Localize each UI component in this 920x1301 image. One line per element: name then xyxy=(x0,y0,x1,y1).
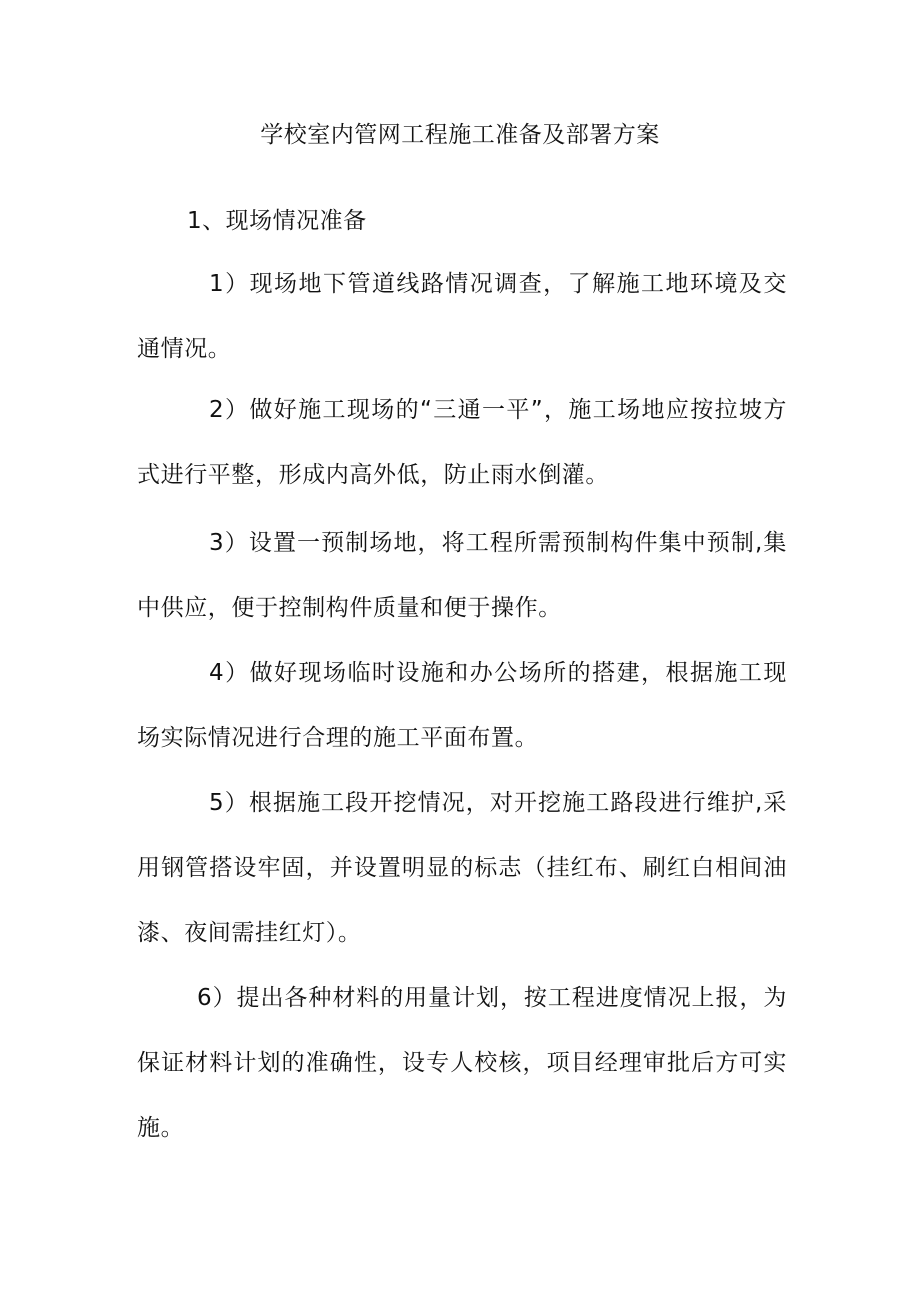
paragraph-item-2: 2）做好施工现场的“三通一平”，施工场地应按拉坡方式进行平整，形成内高外低，防止雨水倒灌。 xyxy=(137,397,787,488)
section-heading: 1、现场情况准备 xyxy=(187,208,367,234)
paragraph-item-1: 1）现场地下管道线路情况调查，了解施工地环境及交通情况。 xyxy=(137,271,787,362)
paragraph-item-3: 3）设置一预制场地，将工程所需预制构件集中预制,集中供应，便于控制构件质量和便于操作。 xyxy=(137,530,787,621)
paragraph-item-6: 6）提出各种材料的用量计划，按工程进度情况上报，为保证材料计划的准确性，设专人校核，项目经理审批后方可实施。 xyxy=(137,985,787,1141)
paragraph-item-5: 5）根据施工段开挖情况，对开挖施工路段进行维护,采用钢管搭设牢固，并设置明显的标志（挂红布、刷红白相间油漆、夜间需挂红灯）。 xyxy=(137,790,787,946)
paragraph-item-4: 4）做好现场临时设施和办公场所的搭建，根据施工现场实际情况进行合理的施工平面布置。 xyxy=(137,660,787,751)
document-title: 学校室内管网工程施工准备及部署方案 xyxy=(260,122,660,148)
